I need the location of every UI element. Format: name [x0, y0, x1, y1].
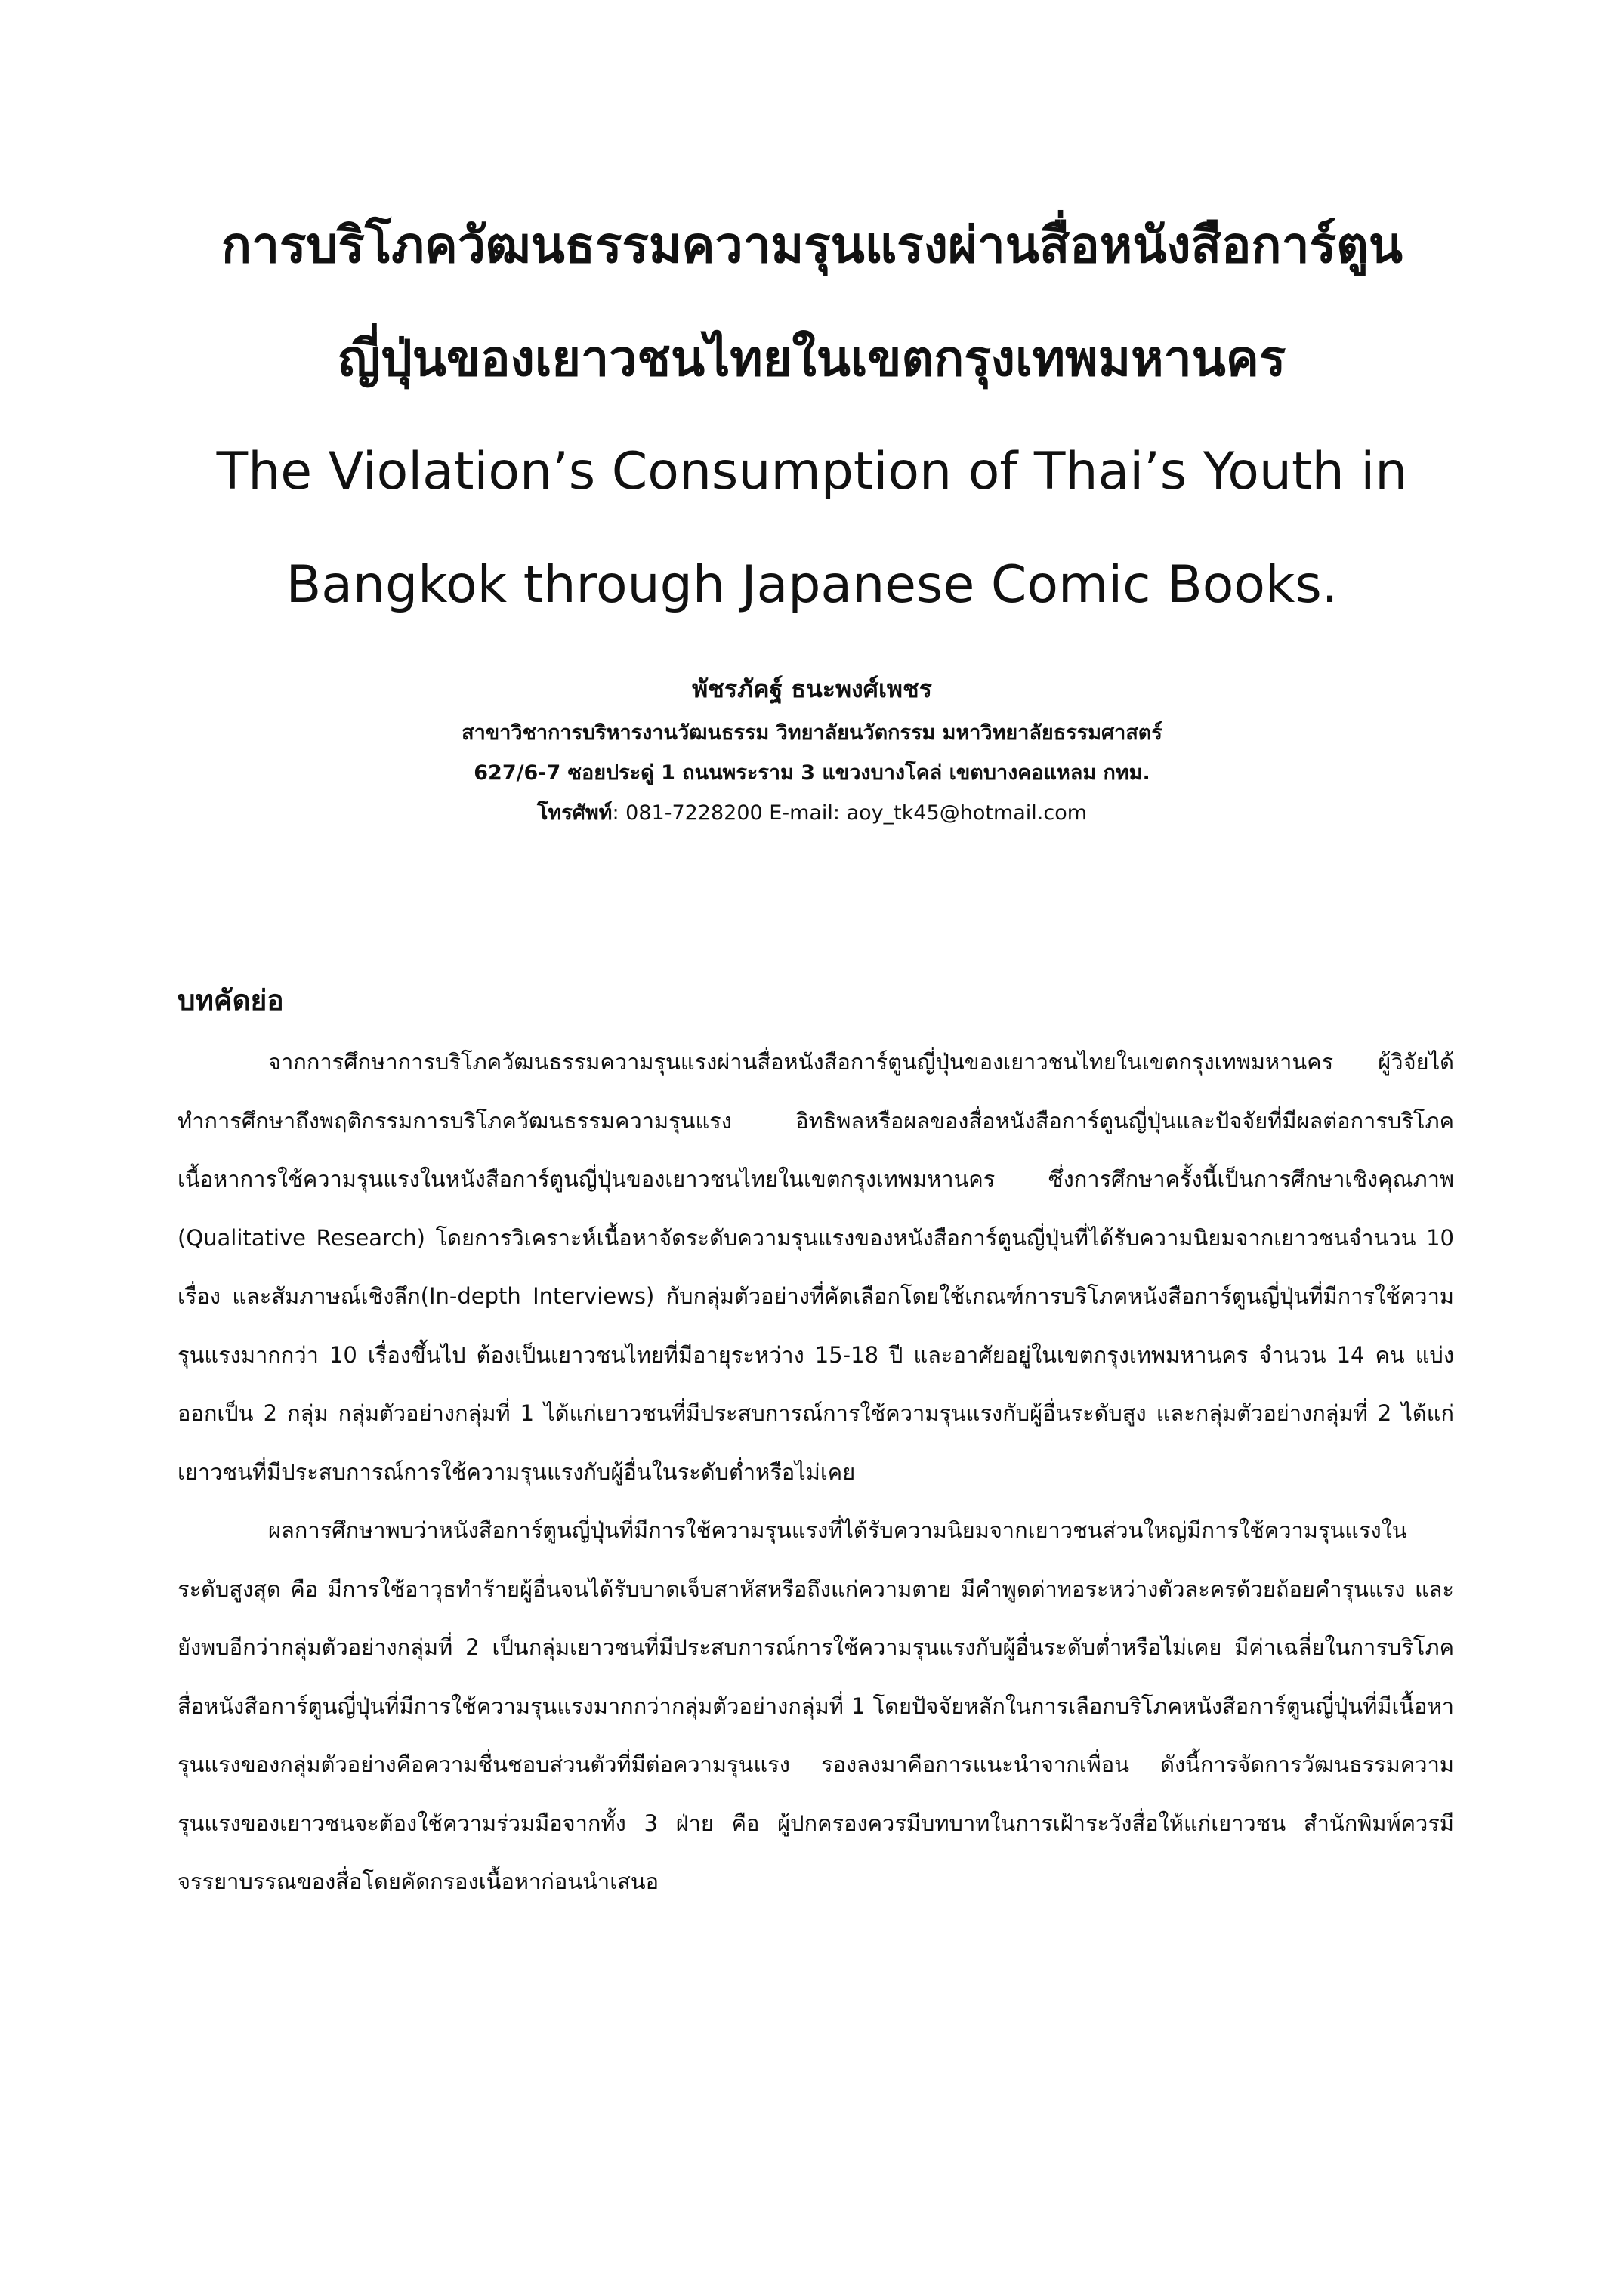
- abstract-paragraph-2: ผลการศึกษาพบว่าหนังสือการ์ตูนญี่ปุ่นที่มีการใช้ความรุนแรงที่ได้รับความนิยมจากเยาวชนส่วนใหญ่มีการใช้ความรุนแรงในระดับสูงสุด คือ มีการใช้อาวุธทำร้ายผู้อื่นจนได้รับบาดเจ็บสาหัสหรือถึงแก่ความตาย มีคำพูดด่าทอระหว่างตัวละครด้วยถ้อยคำรุนแรง และยังพบอีกว่ากลุ่มตัวอย่างกลุ่มที่ 2 เป็นกลุ่มเยาวชนที่มีประสบการณ์การใช้ความรุนแรงกับผู้อื่นระดับต่ำหรือไม่เคย มีค่าเฉลี่ยในการบริโภคสื่อหนังสือการ์ตูนญี่ปุ่นที่มีการใช้ความรุนแรงมากกว่ากลุ่มตัวอย่างกลุ่มที่ 1 โดยปัจจัยหลักในการเลือกบริโภคหนังสือการ์ตูนญี่ปุ่นที่มีเนื้อหารุนแรงของกลุ่มตัวอย่างคือความชื่นชอบส่วนตัวที่มีต่อความรุนแรง รองลงมาคือการแนะนำจากเพื่อน ดังนี้การจัดการวัฒนธรรมความรุนแรงของเยาวชนจะต้องใช้ความร่วมมือจากทั้ง 3 ฝ่าย คือ ผู้ปกครองควรมีบทบาทในการเฝ้าระวังสื่อให้แก่เยาวชน สำนักพิมพ์ควรมีจรรยาบรรณของสื่อโดยคัดกรองเนื้อหาก่อนนำเสนอ: [178, 1517, 1454, 1894]
- abstract-heading: บทคัดย่อ: [178, 984, 284, 1017]
- title-block: [136, 189, 1488, 642]
- english-title-line-1: The Violation’s Consumption of Thai’s Youth in: [216, 442, 1408, 501]
- english-title-line-2: Bangkok through Japanese Comic Books.: [286, 555, 1338, 615]
- author-contact: [136, 793, 1488, 833]
- thai-title-line-1: การบริโภควัฒนธรรมความรุนแรงผ่านสื่อหนังสือการ์ตูน: [221, 216, 1403, 274]
- abstract-section: [178, 974, 1454, 1912]
- contact-label: โทรศัพท์: [536, 801, 613, 825]
- thai-title-line-2: ญี่ปุ่นของเยาวชนไทยในเขตกรุงเทพมหานคร: [338, 329, 1286, 387]
- abstract-paragraph-1: จากการศึกษาการบริโภควัฒนธรรมความรุนแรงผ่านสื่อหนังสือการ์ตูนญี่ปุ่นของเยาวชนไทยในเขตกรุงเทพมหานคร ผู้วิจัยได้ทำการศึกษาถึงพฤติกรรมการบริโภควัฒนธรรมความรุนแรง อิทธิพลหรือผลของสื่อหนังสือการ์ตูนญี่ปุ่นและปัจจัยที่มีผลต่อการบริโภคเนื้อหาการใช้ความรุนแรงในหนังสือการ์ตูนญี่ปุ่นของเยาวชนไทยในเขตกรุงเทพมหานคร ซึ่งการศึกษาครั้งนี้เป็นการศึกษาเชิงคุณภาพ (Qualitative Research) โดยการวิเคราะห์เนื้อหาจัดระดับความรุนแรงของหนังสือการ์ตูนญี่ปุ่นที่ได้รับความนิยมจากเยาวชนจำนวน 10 เรื่อง และสัมภาษณ์เชิงลึก(In-depth Interviews) กับกลุ่มตัวอย่างที่คัดเลือกโดยใช้เกณฑ์การบริโภคหนังสือการ์ตูนญี่ปุ่นที่มีการใช้ความรุนแรงมากกว่า 10 เรื่องขึ้นไป ต้องเป็นเยาวชนไทยที่มีอายุระหว่าง 15-18 ปี และอาศัยอยู่ในเขตกรุงเทพมหานคร จำนวน 14 คน แบ่งออกเป็น 2 กลุ่ม กลุ่มตัวอย่างกลุ่มที่ 1 ได้แก่เยาวชนที่มีประสบการณ์การใช้ความรุนแรงกับผู้อื่นระดับสูง และกลุ่มตัวอย่างกลุ่มที่ 2 ได้แก่เยาวชนที่มีประสบการณ์การใช้ความรุนแรงกับผู้อื่นในระดับต่ำหรือไม่เคย: [178, 1049, 1454, 1485]
- author-affiliation: สาขาวิชาการบริหารงานวัฒนธรรม วิทยาลัยนวัตกรรม มหาวิทยาลัยธรรมศาสตร์: [462, 721, 1162, 745]
- author-name: พัชรภัคฐ์ ธนะพงศ์เพชร: [692, 674, 932, 703]
- author-block: [136, 665, 1488, 833]
- author-address: 627/6-7 ซอยประดู่ 1 ถนนพระราม 3 แขวงบางโคล่ เขตบางคอแหลม กทม.: [474, 761, 1150, 785]
- contact-text: : 081-7228200 E-mail: aoy_tk45@hotmail.com: [612, 801, 1088, 825]
